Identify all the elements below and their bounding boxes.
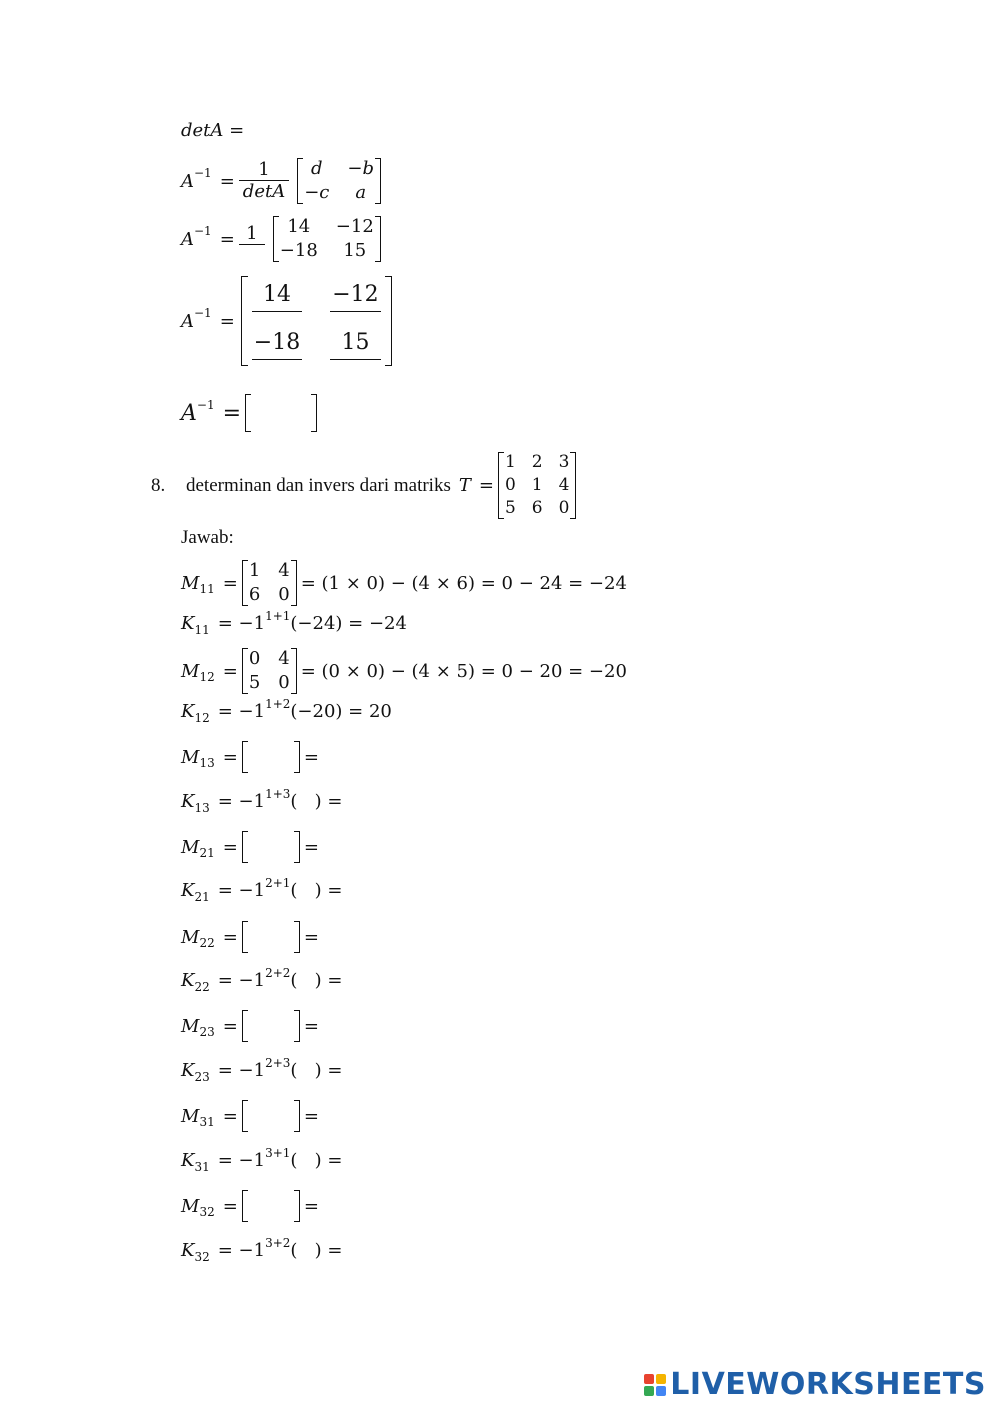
matrix-cell: 4 — [558, 475, 570, 495]
cofactor-symbol: K — [181, 970, 195, 991]
cofactor-sign: = −1 — [217, 791, 266, 812]
minor-matrix-blank[interactable] — [242, 1010, 300, 1042]
fraction-cell[interactable]: −18 — [252, 330, 302, 360]
minor-subscript: 12 — [199, 670, 215, 684]
a-symbol: A — [181, 170, 194, 192]
matrix-cell: 15 — [343, 240, 367, 261]
cofactor-21-line — [181, 875, 343, 904]
minor-22-line: M 22 = = — [181, 921, 319, 953]
cofactor-sign: = −1 — [217, 1240, 266, 1261]
cofactor-31-line — [181, 1145, 343, 1174]
cofactor-result: (−24) = −24 — [290, 613, 407, 634]
fraction-cell[interactable]: 14 — [252, 282, 302, 312]
cofactor-12-line — [181, 696, 392, 725]
matrix-cell: 6 — [248, 584, 261, 605]
cofactor-exponent: 3+1 — [265, 1145, 291, 1160]
cofactor-blank[interactable]: ( ) = — [290, 970, 343, 991]
cofactor-blank[interactable]: ( ) = — [290, 791, 343, 812]
question-text: determinan dan invers dari matriks — [186, 474, 451, 496]
result-blank[interactable]: = — [303, 746, 319, 768]
cofactor-exponent: 2+1 — [265, 875, 291, 890]
cofactor-exponent: 3+2 — [265, 1235, 291, 1250]
inverse-superscript: −1 — [194, 306, 212, 320]
t-symbol: T — [458, 475, 471, 496]
cofactor-sign: = −1 — [217, 880, 266, 901]
inverse-fraction-matrix-line — [181, 276, 398, 366]
substituted-matrix — [273, 216, 381, 262]
minor-matrix-blank[interactable] — [242, 741, 300, 773]
cofactor-sign: = −1 — [217, 613, 266, 634]
matrix-cell: 0 — [278, 584, 290, 605]
matrix-cell: 0 — [504, 475, 516, 495]
equals-sign: = — [219, 310, 235, 332]
matrix-cell: 4 — [278, 560, 290, 581]
fraction-denominator-blank[interactable] — [239, 244, 265, 255]
matrix-cell: −12 — [335, 216, 374, 237]
cofactor-11-line — [181, 608, 407, 637]
inverse-superscript: −1 — [194, 224, 212, 238]
minor-matrix — [242, 648, 297, 694]
minor-32-line: M 32 = = — [181, 1190, 319, 1222]
matrix-cell: d — [311, 158, 323, 179]
fraction-numerator: 1 — [258, 158, 270, 180]
minor-subscript: 21 — [199, 846, 215, 860]
cofactor-subscript: 13 — [194, 800, 210, 815]
minor-matrix — [242, 560, 297, 606]
cofactor-23-line — [181, 1055, 343, 1084]
question-8 — [151, 452, 580, 519]
minor-subscript: 11 — [199, 582, 215, 596]
minor-subscript: 23 — [199, 1025, 215, 1039]
matrix-cell: 2 — [531, 452, 543, 472]
cofactor-sign: = −1 — [217, 701, 266, 722]
a-symbol: A — [181, 400, 197, 426]
cofactor-blank[interactable]: ( ) = — [290, 1060, 343, 1081]
fraction-numerator: 1 — [246, 222, 258, 244]
cofactor-13-line — [181, 786, 343, 815]
cofactor-subscript: 21 — [194, 889, 210, 904]
minor-symbol: M — [181, 1105, 200, 1127]
cofactor-symbol: K — [181, 1150, 195, 1171]
minor-symbol: M — [181, 1195, 200, 1217]
logo-icon — [644, 1374, 666, 1396]
matrix-cell: 5 — [504, 498, 516, 518]
result-blank[interactable]: = — [303, 1195, 319, 1217]
minor-symbol: M — [181, 660, 200, 682]
cofactor-blank[interactable]: ( ) = — [290, 1150, 343, 1171]
cofactor-subscript: 31 — [194, 1159, 210, 1174]
matrix-cell: −b — [347, 158, 374, 179]
minor-subscript: 22 — [199, 936, 215, 950]
cofactor-exponent: 1+2 — [265, 696, 291, 711]
matrix-cell: −18 — [279, 240, 318, 261]
matrix-cell: 1 — [504, 452, 516, 472]
matrix-cell: 1 — [531, 475, 543, 495]
inverse-answer-blank[interactable] — [245, 394, 317, 432]
cofactor-exponent: 2+3 — [265, 1055, 291, 1070]
fraction-denominator: detA — [239, 180, 289, 203]
cofactor-subscript: 22 — [194, 979, 210, 994]
equals-sign: = — [219, 170, 235, 192]
minor-12-line: M 12 = 0 4 5 0 = (0 × 0) − (4 × 5) = 0 − 20 = −20 — [181, 648, 627, 693]
minor-11-line: M 11 = 1 4 6 0 = (1 × 0) − (4 × 6) = 0 − 24 = −24 — [181, 560, 627, 605]
minor-symbol: M — [181, 926, 200, 948]
matrix-cell: 0 — [558, 498, 570, 518]
minor-symbol: M — [181, 746, 200, 768]
matrix-cell: a — [355, 182, 367, 203]
fraction-cell[interactable]: −12 — [330, 282, 380, 312]
cofactor-22-line — [181, 965, 343, 994]
minor-matrix-blank[interactable] — [242, 831, 300, 863]
result-blank[interactable]: = — [303, 1105, 319, 1127]
det-a-label: detA = — [181, 120, 245, 141]
cofactor-symbol: K — [181, 701, 195, 722]
inverse-answer-line — [181, 394, 321, 432]
a-symbol: A — [181, 228, 194, 250]
inverse-substituted-line — [181, 216, 385, 262]
cofactor-exponent: 2+2 — [265, 965, 291, 980]
cofactor-blank[interactable]: ( ) = — [290, 880, 343, 901]
matrix-cell: −c — [304, 182, 330, 203]
matrix-cell: 5 — [248, 672, 261, 693]
minor-symbol: M — [181, 572, 200, 594]
answer-label: Jawab: — [181, 527, 234, 548]
matrix-cell: 0 — [248, 648, 261, 669]
cofactor-symbol: K — [181, 1240, 195, 1261]
fraction — [239, 160, 289, 203]
cofactor-symbol: K — [181, 880, 195, 901]
cofactor-sign: = −1 — [217, 970, 266, 991]
minor-matrix-blank[interactable] — [242, 921, 300, 953]
cofactor-sign: = −1 — [217, 1060, 266, 1081]
cofactor-subscript: 23 — [194, 1069, 210, 1084]
logo-text: LIVEWORKSHEETS — [670, 1367, 986, 1402]
result-blank[interactable]: = — [303, 836, 319, 858]
inverse-formula-line — [181, 158, 385, 204]
matrix-cell: 1 — [248, 560, 261, 581]
cofactor-blank[interactable]: ( ) = — [290, 1240, 343, 1261]
minor-subscript: 13 — [199, 756, 215, 770]
matrix-cell: 6 — [531, 498, 543, 518]
fraction-matrix — [241, 276, 392, 366]
result-blank[interactable]: = — [303, 1015, 319, 1037]
matrix-t — [498, 452, 576, 519]
matrix-cell: 3 — [558, 452, 570, 472]
cofactor-exponent: 1+1 — [265, 608, 291, 623]
cofactor-result: (−20) = 20 — [290, 701, 392, 722]
minor-matrix-blank[interactable] — [242, 1100, 300, 1132]
minor-31-line: M 31 = = — [181, 1100, 319, 1132]
minor-21-line: M 21 = = — [181, 831, 319, 863]
minor-matrix-blank[interactable] — [242, 1190, 300, 1222]
result-blank[interactable]: = — [303, 926, 319, 948]
fraction-blank-denominator[interactable] — [239, 224, 265, 255]
minor-symbol: M — [181, 836, 200, 858]
minor-result: = (1 × 0) − (4 × 6) = 0 − 24 = −24 — [300, 572, 627, 594]
equals-sign: = — [222, 400, 242, 426]
question-number: 8. — [151, 474, 166, 496]
cofactor-subscript: 11 — [194, 622, 210, 637]
matrix-cell: 4 — [278, 648, 290, 669]
minor-subscript: 32 — [199, 1205, 215, 1219]
adjugate-matrix — [297, 158, 381, 204]
equals-sign: = — [219, 228, 235, 250]
matrix-cell: 14 — [287, 216, 311, 237]
inverse-superscript: −1 — [194, 166, 212, 180]
minor-symbol: M — [181, 1015, 200, 1037]
cofactor-symbol: K — [181, 791, 195, 812]
matrix-cell: 0 — [278, 672, 290, 693]
liveworksheets-logo — [644, 1367, 986, 1402]
cofactor-exponent: 1+3 — [265, 786, 291, 801]
inverse-superscript: −1 — [196, 398, 215, 412]
cofactor-32-line — [181, 1235, 343, 1264]
fraction-cell[interactable]: 15 — [330, 330, 380, 360]
cofactor-symbol: K — [181, 613, 195, 634]
minor-13-line: M 13 = = — [181, 741, 319, 773]
a-symbol: A — [181, 310, 194, 332]
cofactor-sign: = −1 — [217, 1150, 266, 1171]
minor-subscript: 31 — [199, 1115, 215, 1129]
det-a-line — [181, 120, 244, 141]
minor-result: = (0 × 0) − (4 × 5) = 0 − 20 = −20 — [300, 660, 627, 682]
cofactor-symbol: K — [181, 1060, 195, 1081]
equals-sign: = — [478, 475, 494, 496]
minor-23-line: M 23 = = — [181, 1010, 319, 1042]
cofactor-subscript: 12 — [194, 710, 210, 725]
cofactor-subscript: 32 — [194, 1249, 210, 1264]
